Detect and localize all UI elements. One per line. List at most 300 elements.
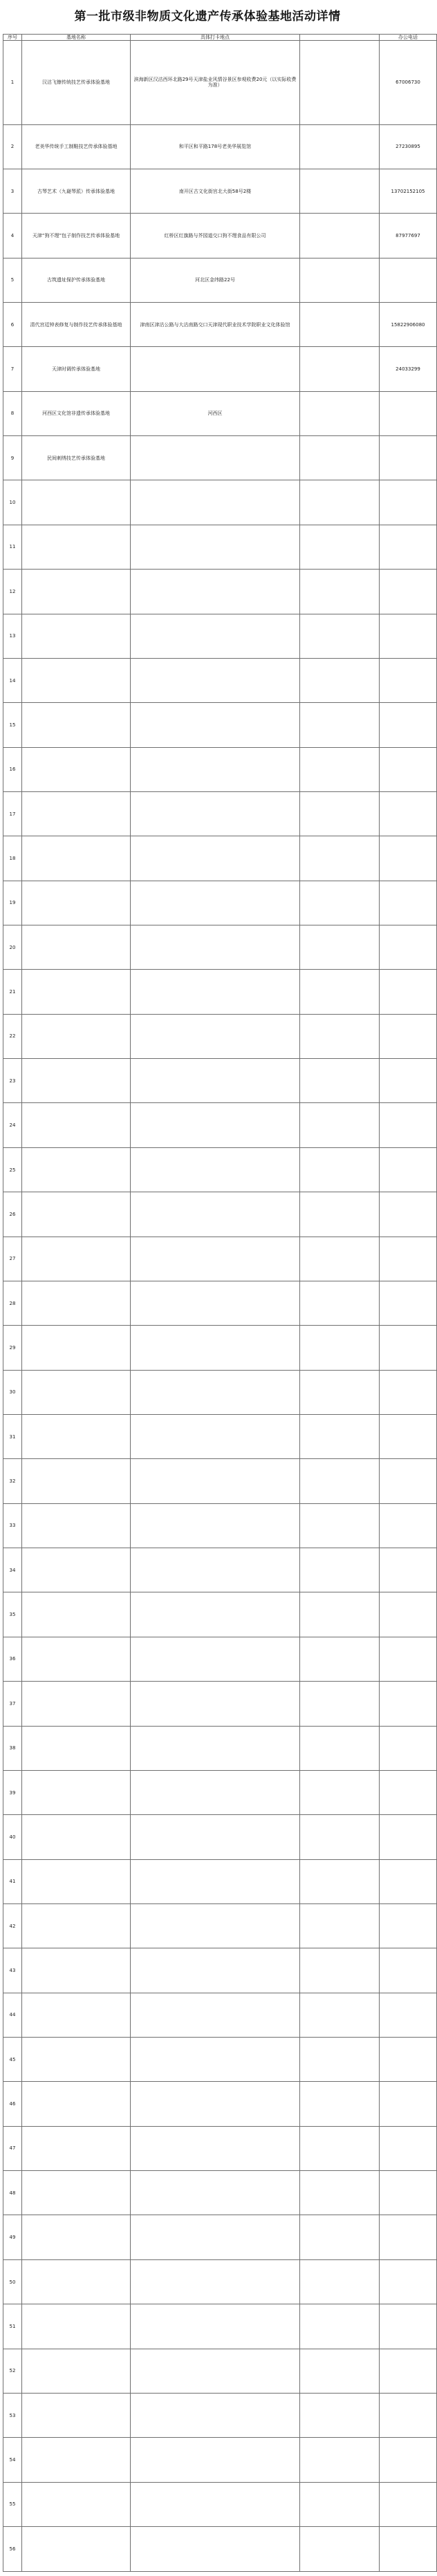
row-address bbox=[131, 1370, 300, 1414]
row-phone bbox=[380, 1059, 437, 1103]
row-activity bbox=[300, 1682, 380, 1726]
row-name bbox=[22, 2349, 131, 2393]
row-phone bbox=[380, 258, 437, 302]
table-row bbox=[3, 1370, 437, 1414]
table-row bbox=[3, 836, 437, 881]
table-row bbox=[3, 1726, 437, 1770]
table-row bbox=[3, 2482, 437, 2526]
row-name bbox=[22, 2438, 131, 2482]
row-phone bbox=[380, 2349, 437, 2393]
row-no: 1 bbox=[3, 41, 22, 125]
row-activity bbox=[300, 1281, 380, 1325]
row-activity bbox=[300, 2215, 380, 2259]
row-activity bbox=[300, 1014, 380, 1058]
table-row bbox=[3, 41, 437, 125]
row-name bbox=[22, 1059, 131, 1103]
row-address bbox=[131, 1993, 300, 2037]
table-row bbox=[3, 1637, 437, 1681]
row-name bbox=[22, 1903, 131, 1948]
row-no: 54 bbox=[3, 2438, 22, 2482]
row-name bbox=[22, 2526, 131, 2571]
row-address bbox=[131, 347, 300, 391]
row-address bbox=[131, 1859, 300, 1903]
row-phone bbox=[380, 1147, 437, 1192]
row-no: 19 bbox=[3, 881, 22, 925]
row-address bbox=[131, 2215, 300, 2259]
row-phone bbox=[380, 1637, 437, 1681]
row-activity bbox=[300, 2393, 380, 2437]
table-row bbox=[3, 1059, 437, 1103]
row-activity bbox=[300, 1592, 380, 1637]
row-activity bbox=[300, 258, 380, 302]
row-name bbox=[22, 1192, 131, 1237]
table-row bbox=[3, 2438, 437, 2482]
row-name bbox=[22, 1237, 131, 1281]
row-no: 31 bbox=[3, 1415, 22, 1459]
table-row bbox=[3, 391, 437, 435]
row-phone bbox=[380, 1370, 437, 1414]
row-activity bbox=[300, 1993, 380, 2037]
row-address bbox=[131, 480, 300, 525]
row-activity bbox=[300, 525, 380, 569]
row-activity bbox=[300, 214, 380, 258]
row-activity bbox=[300, 2082, 380, 2126]
table-row bbox=[3, 1281, 437, 1325]
row-name bbox=[22, 791, 131, 836]
row-no: 25 bbox=[3, 1147, 22, 1192]
row-phone bbox=[380, 2259, 437, 2304]
row-no: 24 bbox=[3, 1103, 22, 1147]
row-name bbox=[22, 1993, 131, 2037]
row-no: 34 bbox=[3, 1548, 22, 1592]
row-phone bbox=[380, 1682, 437, 1726]
row-phone bbox=[380, 658, 437, 702]
row-phone bbox=[380, 1903, 437, 1948]
row-no: 7 bbox=[3, 347, 22, 391]
row-name bbox=[22, 2038, 131, 2082]
row-activity bbox=[300, 1548, 380, 1592]
row-phone bbox=[380, 1948, 437, 1993]
row-address bbox=[131, 2126, 300, 2170]
row-activity bbox=[300, 1459, 380, 1503]
row-address bbox=[131, 1014, 300, 1058]
row-name bbox=[22, 2215, 131, 2259]
row-activity bbox=[300, 2171, 380, 2215]
row-no: 43 bbox=[3, 1948, 22, 1993]
row-no: 26 bbox=[3, 1192, 22, 1237]
table-header-row bbox=[3, 35, 437, 41]
table-row bbox=[3, 1103, 437, 1147]
row-name bbox=[22, 1726, 131, 1770]
row-address bbox=[131, 1415, 300, 1459]
row-activity bbox=[300, 347, 380, 391]
row-address: 南开区古文化街宫北大街58号2楼 bbox=[131, 169, 300, 213]
row-address: 河西区 bbox=[131, 391, 300, 435]
row-phone bbox=[380, 2038, 437, 2082]
row-name bbox=[22, 1503, 131, 1548]
row-name bbox=[22, 2304, 131, 2349]
row-no: 56 bbox=[3, 2526, 22, 2571]
row-phone bbox=[380, 2126, 437, 2170]
table-row bbox=[3, 658, 437, 702]
row-name bbox=[22, 2126, 131, 2170]
row-name bbox=[22, 1637, 131, 1681]
row-phone bbox=[380, 791, 437, 836]
row-activity bbox=[300, 747, 380, 791]
row-name bbox=[22, 1815, 131, 1859]
row-no: 2 bbox=[3, 124, 22, 169]
row-phone bbox=[380, 614, 437, 658]
row-activity bbox=[300, 1103, 380, 1147]
row-activity bbox=[300, 2526, 380, 2571]
row-address bbox=[131, 1592, 300, 1637]
row-activity bbox=[300, 2304, 380, 2349]
row-address bbox=[131, 1726, 300, 1770]
row-phone bbox=[380, 1415, 437, 1459]
table-row bbox=[3, 747, 437, 791]
table-row bbox=[3, 614, 437, 658]
table-row bbox=[3, 1859, 437, 1903]
row-activity bbox=[300, 1370, 380, 1414]
table-row bbox=[3, 124, 437, 169]
header-address: 具体打卡地点 bbox=[131, 35, 300, 41]
row-name: 天津时调传承体验基地 bbox=[22, 347, 131, 391]
row-name bbox=[22, 1859, 131, 1903]
row-address bbox=[131, 2526, 300, 2571]
row-activity bbox=[300, 2038, 380, 2082]
row-phone bbox=[380, 1459, 437, 1503]
table-row bbox=[3, 525, 437, 569]
row-phone bbox=[380, 881, 437, 925]
row-address bbox=[131, 1192, 300, 1237]
row-no: 41 bbox=[3, 1859, 22, 1903]
row-no: 23 bbox=[3, 1059, 22, 1103]
row-name bbox=[22, 658, 131, 702]
row-phone bbox=[380, 1859, 437, 1903]
row-name bbox=[22, 970, 131, 1014]
row-no: 37 bbox=[3, 1682, 22, 1726]
table-row bbox=[3, 480, 437, 525]
row-address bbox=[131, 525, 300, 569]
row-phone bbox=[380, 1326, 437, 1370]
table-row bbox=[3, 791, 437, 836]
row-activity bbox=[300, 1237, 380, 1281]
row-phone bbox=[380, 1237, 437, 1281]
table-row bbox=[3, 1993, 437, 2037]
row-address bbox=[131, 791, 300, 836]
table-row bbox=[3, 970, 437, 1014]
table-body bbox=[3, 41, 437, 2572]
row-phone bbox=[380, 1503, 437, 1548]
row-address bbox=[131, 1770, 300, 1814]
row-activity bbox=[300, 391, 380, 435]
row-activity bbox=[300, 41, 380, 125]
row-activity bbox=[300, 1147, 380, 1192]
row-name bbox=[22, 2259, 131, 2304]
row-address: 津南区津沽公路与大沽南路交口天津现代职业技术学院职业文化体验馆 bbox=[131, 303, 300, 347]
row-no: 39 bbox=[3, 1770, 22, 1814]
row-name: 民间刺绣技艺传承体验基地 bbox=[22, 436, 131, 480]
row-address bbox=[131, 1503, 300, 1548]
base-table bbox=[3, 34, 437, 2572]
row-no: 40 bbox=[3, 1815, 22, 1859]
row-no: 53 bbox=[3, 2393, 22, 2437]
table-row bbox=[3, 2126, 437, 2170]
row-activity bbox=[300, 1815, 380, 1859]
table-row bbox=[3, 1592, 437, 1637]
row-phone bbox=[380, 1281, 437, 1325]
table-row bbox=[3, 347, 437, 391]
table-row bbox=[3, 2349, 437, 2393]
row-activity bbox=[300, 1948, 380, 1993]
row-phone bbox=[380, 1993, 437, 2037]
row-phone bbox=[380, 1192, 437, 1237]
row-phone bbox=[380, 2526, 437, 2571]
row-phone: 13702152105 bbox=[380, 169, 437, 213]
row-address bbox=[131, 1326, 300, 1370]
row-address bbox=[131, 1948, 300, 1993]
row-activity bbox=[300, 436, 380, 480]
row-no: 16 bbox=[3, 747, 22, 791]
row-address bbox=[131, 970, 300, 1014]
table-row bbox=[3, 1948, 437, 1993]
row-address bbox=[131, 2171, 300, 2215]
table-row bbox=[3, 1903, 437, 1948]
row-address: 滨海新区汉沽西环北路29号天津盐业风情谷景区参观收费20元（以实际收费为准） bbox=[131, 41, 300, 125]
row-name: 清代宫廷钟表修复与制作技艺传承体验基地 bbox=[22, 303, 131, 347]
row-no: 49 bbox=[3, 2215, 22, 2259]
row-no: 11 bbox=[3, 525, 22, 569]
row-activity bbox=[300, 2438, 380, 2482]
row-activity bbox=[300, 2259, 380, 2304]
row-no: 46 bbox=[3, 2082, 22, 2126]
row-name bbox=[22, 925, 131, 970]
row-no: 28 bbox=[3, 1281, 22, 1325]
row-name bbox=[22, 1326, 131, 1370]
row-name: 汉沽飞镲传统技艺传承体验基地 bbox=[22, 41, 131, 125]
row-name bbox=[22, 480, 131, 525]
row-no: 10 bbox=[3, 480, 22, 525]
row-address bbox=[131, 2082, 300, 2126]
row-phone bbox=[380, 2482, 437, 2526]
row-name bbox=[22, 836, 131, 881]
row-no: 15 bbox=[3, 703, 22, 747]
row-name bbox=[22, 2171, 131, 2215]
row-phone: 15822906080 bbox=[380, 303, 437, 347]
row-address bbox=[131, 836, 300, 881]
row-activity bbox=[300, 1726, 380, 1770]
row-name bbox=[22, 570, 131, 614]
row-address bbox=[131, 614, 300, 658]
row-address bbox=[131, 747, 300, 791]
header-activity bbox=[300, 35, 380, 41]
row-phone bbox=[380, 1592, 437, 1637]
table-row bbox=[3, 2259, 437, 2304]
row-activity bbox=[300, 614, 380, 658]
header-phone: 办公电话 bbox=[380, 35, 437, 41]
row-no: 18 bbox=[3, 836, 22, 881]
row-name bbox=[22, 1147, 131, 1192]
row-no: 48 bbox=[3, 2171, 22, 2215]
row-address bbox=[131, 925, 300, 970]
row-no: 35 bbox=[3, 1592, 22, 1637]
row-name bbox=[22, 881, 131, 925]
row-activity bbox=[300, 1326, 380, 1370]
table-row bbox=[3, 1503, 437, 1548]
row-activity bbox=[300, 1859, 380, 1903]
row-name bbox=[22, 1370, 131, 1414]
row-address bbox=[131, 1682, 300, 1726]
row-activity bbox=[300, 480, 380, 525]
row-activity bbox=[300, 1637, 380, 1681]
table-row bbox=[3, 881, 437, 925]
table-row bbox=[3, 2526, 437, 2571]
row-name: 河西区文化馆非遗传承体验基地 bbox=[22, 391, 131, 435]
table-row bbox=[3, 925, 437, 970]
row-phone bbox=[380, 436, 437, 480]
row-name bbox=[22, 1770, 131, 1814]
row-phone bbox=[380, 747, 437, 791]
row-address bbox=[131, 1548, 300, 1592]
row-name bbox=[22, 2393, 131, 2437]
row-address bbox=[131, 1903, 300, 1948]
row-no: 14 bbox=[3, 658, 22, 702]
row-no: 3 bbox=[3, 169, 22, 213]
row-phone bbox=[380, 391, 437, 435]
row-no: 30 bbox=[3, 1370, 22, 1414]
row-name bbox=[22, 1548, 131, 1592]
row-address bbox=[131, 703, 300, 747]
row-phone bbox=[380, 1726, 437, 1770]
row-address bbox=[131, 881, 300, 925]
row-activity bbox=[300, 303, 380, 347]
row-activity bbox=[300, 2349, 380, 2393]
row-address bbox=[131, 2438, 300, 2482]
row-no: 32 bbox=[3, 1459, 22, 1503]
row-address bbox=[131, 1459, 300, 1503]
row-phone bbox=[380, 2393, 437, 2437]
row-activity bbox=[300, 1059, 380, 1103]
row-name bbox=[22, 1948, 131, 1993]
table-row bbox=[3, 2393, 437, 2437]
row-no: 5 bbox=[3, 258, 22, 302]
table-row bbox=[3, 1548, 437, 1592]
row-phone bbox=[380, 2171, 437, 2215]
row-address bbox=[131, 2482, 300, 2526]
row-phone bbox=[380, 925, 437, 970]
row-phone: 67006730 bbox=[380, 41, 437, 125]
row-address bbox=[131, 2349, 300, 2393]
row-name bbox=[22, 1014, 131, 1058]
table-row bbox=[3, 1014, 437, 1058]
row-no: 44 bbox=[3, 1993, 22, 2037]
table-row bbox=[3, 1682, 437, 1726]
row-address: 红桥区红旗路与芥园道交口狗不理食品有限公司 bbox=[131, 214, 300, 258]
row-phone bbox=[380, 525, 437, 569]
row-activity bbox=[300, 791, 380, 836]
header-name: 基地名称 bbox=[22, 35, 131, 41]
row-name bbox=[22, 1415, 131, 1459]
table-row bbox=[3, 258, 437, 302]
row-address bbox=[131, 2304, 300, 2349]
row-no: 17 bbox=[3, 791, 22, 836]
table-row bbox=[3, 169, 437, 213]
row-activity bbox=[300, 2126, 380, 2170]
row-activity bbox=[300, 970, 380, 1014]
table-row bbox=[3, 1326, 437, 1370]
row-no: 38 bbox=[3, 1726, 22, 1770]
table-row bbox=[3, 303, 437, 347]
table-row bbox=[3, 703, 437, 747]
row-no: 55 bbox=[3, 2482, 22, 2526]
row-activity bbox=[300, 570, 380, 614]
row-activity bbox=[300, 124, 380, 169]
table-row bbox=[3, 1147, 437, 1192]
row-activity bbox=[300, 658, 380, 702]
row-no: 51 bbox=[3, 2304, 22, 2349]
row-name bbox=[22, 703, 131, 747]
row-address bbox=[131, 658, 300, 702]
row-no: 45 bbox=[3, 2038, 22, 2082]
row-no: 6 bbox=[3, 303, 22, 347]
row-activity bbox=[300, 1415, 380, 1459]
row-address bbox=[131, 2038, 300, 2082]
row-activity bbox=[300, 2482, 380, 2526]
table-row bbox=[3, 214, 437, 258]
row-address bbox=[131, 570, 300, 614]
row-address bbox=[131, 2259, 300, 2304]
row-phone bbox=[380, 1548, 437, 1592]
row-name: 天津“狗不理”包子制作技艺传承体验基地 bbox=[22, 214, 131, 258]
row-name bbox=[22, 1281, 131, 1325]
row-name bbox=[22, 614, 131, 658]
row-no: 21 bbox=[3, 970, 22, 1014]
row-phone: 24033299 bbox=[380, 347, 437, 391]
row-name bbox=[22, 1682, 131, 1726]
row-activity bbox=[300, 703, 380, 747]
row-phone bbox=[380, 570, 437, 614]
row-name bbox=[22, 1103, 131, 1147]
table-row bbox=[3, 2038, 437, 2082]
row-phone bbox=[380, 1103, 437, 1147]
row-no: 42 bbox=[3, 1903, 22, 1948]
row-phone bbox=[380, 2215, 437, 2259]
row-address bbox=[131, 436, 300, 480]
row-name: 古琴艺术（九嶷琴派）传承体验基地 bbox=[22, 169, 131, 213]
header-no: 序号 bbox=[3, 35, 22, 41]
table-row bbox=[3, 1770, 437, 1814]
row-no: 47 bbox=[3, 2126, 22, 2170]
row-activity bbox=[300, 169, 380, 213]
row-address bbox=[131, 1103, 300, 1147]
row-address: 河北区金纬路22号 bbox=[131, 258, 300, 302]
row-phone bbox=[380, 2438, 437, 2482]
table-row bbox=[3, 2215, 437, 2259]
row-no: 13 bbox=[3, 614, 22, 658]
table-row bbox=[3, 436, 437, 480]
row-name bbox=[22, 747, 131, 791]
table-row bbox=[3, 1459, 437, 1503]
row-phone bbox=[380, 1014, 437, 1058]
table-row bbox=[3, 1815, 437, 1859]
row-no: 8 bbox=[3, 391, 22, 435]
row-name: 古筑遗址保护传承体验基地 bbox=[22, 258, 131, 302]
row-activity bbox=[300, 1903, 380, 1948]
row-name bbox=[22, 2482, 131, 2526]
row-address bbox=[131, 1059, 300, 1103]
row-activity bbox=[300, 1503, 380, 1548]
table-row bbox=[3, 570, 437, 614]
